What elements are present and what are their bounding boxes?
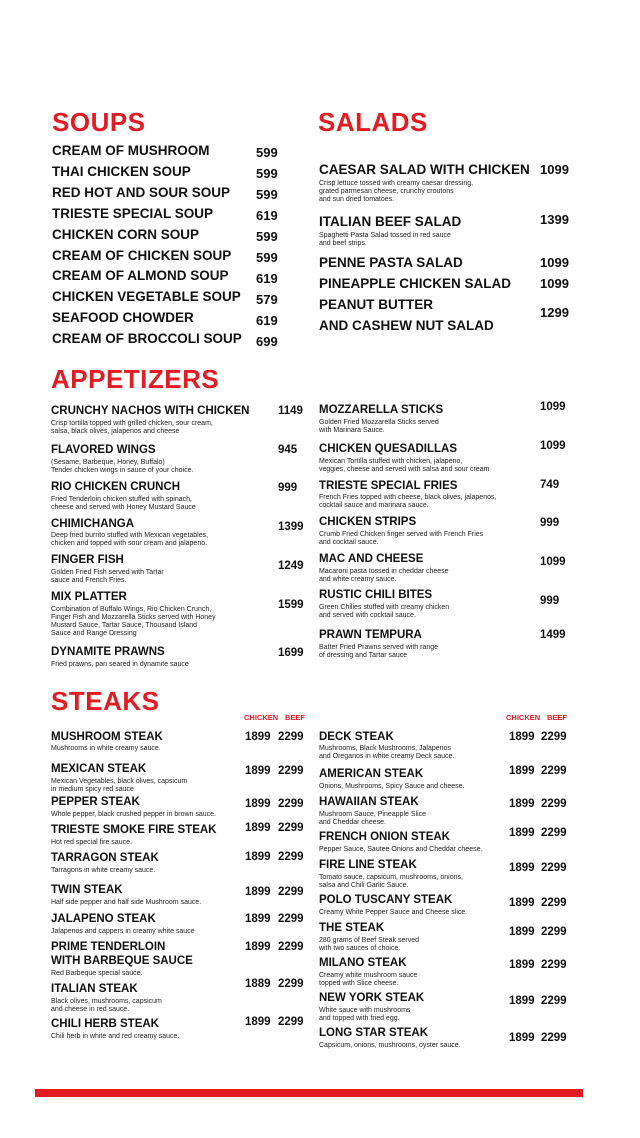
steak-name: FRENCH ONION STEAK <box>319 831 450 843</box>
steak-name: HAWAIIAN STEAK <box>319 796 419 808</box>
steak-desc: Tarragons in white creamy sauce. <box>51 867 156 874</box>
salad-price: 1099 <box>540 162 569 177</box>
steak-chicken-price: 1899 <box>509 1032 535 1044</box>
soup-name: RED HOT AND SOUR SOUP <box>52 185 231 200</box>
steak-desc: 280 grams of Beef Steak served with two sauces of choice. <box>319 937 419 952</box>
appetizer-price: 999 <box>540 595 560 607</box>
soup-name: THAI CHICKEN SOUP <box>52 164 191 179</box>
steak-beef-price: 2299 <box>541 862 567 874</box>
soup-price: 599 <box>256 229 278 244</box>
steak-chicken-price: 1899 <box>245 913 271 925</box>
steak-beef-price: 2299 <box>278 913 304 925</box>
appetizer-desc: (Sesame, Barbeque, Honey, Buffalo) Tender chicken wings in sauce of your choice. <box>51 459 194 474</box>
steak-name: TRIESTE SMOKE FIRE STEAK <box>51 824 217 836</box>
soup-price: 599 <box>256 166 278 181</box>
soup-name: SEAFOOD CHOWDER <box>52 310 194 325</box>
appetizer-price: 999 <box>278 482 298 494</box>
soup-price: 619 <box>256 271 278 286</box>
appetizer-name: CHICKEN STRIPS <box>319 516 417 528</box>
appetizer-desc: Crisp tortilla topped with grilled chicken, sour cream, salsa, black olives, jalapenos and cheese <box>51 420 213 435</box>
appetizers-heading: APPETIZERS <box>51 364 220 394</box>
steak-beef-price: 2299 <box>278 886 304 898</box>
steak-name: CHILI HERB STEAK <box>51 1018 159 1030</box>
appetizer-price: 945 <box>278 444 298 456</box>
steak-chicken-price: 1899 <box>245 886 271 898</box>
appetizer-desc: Batter Fried Prawns served with range of dressing and Tartar sauce <box>319 644 439 659</box>
salads-heading: SALADS <box>318 107 428 137</box>
salad-name: PEANUT BUTTER <box>319 297 433 312</box>
steak-chicken-price: 1899 <box>245 851 271 863</box>
steaks-heading: STEAKS <box>51 686 160 716</box>
soup-price: 619 <box>256 313 278 328</box>
appetizer-desc: Golden Fried Fish served with Tartar sauce and French Fries. <box>51 569 164 584</box>
chicken-column-label: CHICKEN <box>244 713 279 722</box>
steak-name: TARRAGON STEAK <box>51 852 159 864</box>
appetizer-desc: Mexican Tortilla stuffed with chicken, jalapeno, veggies, cheese and served with salsa and sour cream <box>319 458 490 473</box>
steak-beef-price: 2299 <box>541 959 567 971</box>
salad-name: ITALIAN BEEF SALAD <box>319 214 462 229</box>
steak-desc: Half side pepper and half side Mushroom sauce. <box>51 899 202 906</box>
soup-name: CREAM OF BROCCOLI SOUP <box>52 331 242 346</box>
steak-desc: Jalapenos and cappers in creamy white sauce <box>51 928 195 935</box>
appetizer-price: 999 <box>540 517 560 529</box>
steak-beef-price: 2299 <box>278 765 304 777</box>
steak-chicken-price: 1899 <box>245 798 271 810</box>
appetizer-name: FINGER FISH <box>51 554 124 566</box>
soup-name: TRIESTE SPECIAL SOUP <box>52 206 214 221</box>
appetizer-name: RUSTIC CHILI BITES <box>319 589 433 601</box>
appetizer-price: 1099 <box>540 401 566 413</box>
steak-name: ITALIAN STEAK <box>51 983 138 995</box>
steak-name: NEW YORK STEAK <box>319 992 425 1004</box>
steak-desc: Tomato sauce, capsicum, mushrooms, onions, salsa and Chili Garlic Sauce. <box>319 874 463 889</box>
steak-name: JALAPENO STEAK <box>51 913 156 925</box>
salad-price: 1299 <box>540 305 569 320</box>
appetizer-price: 1699 <box>278 647 304 659</box>
steak-desc: Onions, Mushrooms, Spicy Sauce and cheese. <box>319 783 465 790</box>
steak-beef-price: 2299 <box>278 851 304 863</box>
steak-beef-price: 2299 <box>541 731 567 743</box>
steak-name-line2: WITH BARBEQUE SAUCE <box>51 955 193 967</box>
steak-beef-price: 2299 <box>541 1032 567 1044</box>
soup-name: CHICKEN VEGETABLE SOUP <box>52 289 241 304</box>
steak-beef-price: 2299 <box>541 926 567 938</box>
steak-beef-price: 2299 <box>278 1016 304 1028</box>
appetizer-desc: Deep fried burrito stuffed with Mexican vegetables, chicken and topped with sour cream and jalapeno. <box>51 532 209 547</box>
steak-desc: Mushroom Sauce, Pineapple Slice and Cheddar cheese. <box>319 811 427 826</box>
steak-chicken-price: 1899 <box>509 959 535 971</box>
appetizer-name: TRIESTE SPECIAL FRIES <box>319 480 458 492</box>
appetizer-desc: French Fries topped with cheese, black olives, jalapenos, cocktail sauce and marinara sauce. <box>319 494 497 509</box>
appetizer-desc: Golden Fried Mozzarella Sticks served with Marinara Sauce. <box>319 419 439 434</box>
appetizer-name: CRUNCHY NACHOS WITH CHICKEN <box>51 405 250 417</box>
soup-name: CREAM OF MUSHROOM <box>52 143 210 158</box>
steak-desc: Creamy white mushroom sauce topped with Slice cheese. <box>319 972 418 987</box>
appetizer-price: 1149 <box>278 405 303 417</box>
steak-name: MILANO STEAK <box>319 957 407 969</box>
steak-name: LONG STAR STEAK <box>319 1027 429 1039</box>
steak-beef-price: 2299 <box>541 765 567 777</box>
steak-desc: Creamy White Pepper Sauce and Cheese slice. <box>319 909 468 916</box>
steak-beef-price: 2299 <box>278 731 304 743</box>
salad-name: PENNE PASTA SALAD <box>319 255 463 270</box>
steak-name: TWIN STEAK <box>51 884 123 896</box>
soup-name: CREAM OF ALMOND SOUP <box>52 268 229 283</box>
steak-chicken-price: 1899 <box>509 995 535 1007</box>
soup-name: CREAM OF CHICKEN SOUP <box>52 248 232 263</box>
steak-chicken-price: 1899 <box>509 765 535 777</box>
soup-price: 599 <box>256 187 278 202</box>
steak-name: PEPPER STEAK <box>51 796 140 808</box>
steak-name: PRIME TENDERLOIN <box>51 941 166 953</box>
steak-chicken-price: 1899 <box>509 731 535 743</box>
appetizer-price: 1249 <box>278 560 304 572</box>
steak-chicken-price: 1899 <box>245 941 271 953</box>
salad-price: 1399 <box>540 212 569 227</box>
salad-price: 1099 <box>540 276 569 291</box>
appetizer-price: 1499 <box>540 629 566 641</box>
salad-name-line2: AND CASHEW NUT SALAD <box>319 318 494 333</box>
salad-name: PINEAPPLE CHICKEN SALAD <box>319 276 512 291</box>
steak-chicken-price: 1899 <box>509 827 535 839</box>
steak-desc: Mexican Vegetables, black olives, capsicum in medium spicy red sauce <box>51 778 188 793</box>
appetizer-name: RIO CHICKEN CRUNCH <box>51 481 181 493</box>
steak-chicken-price: 1899 <box>509 798 535 810</box>
steak-beef-price: 2299 <box>541 827 567 839</box>
soup-price: 579 <box>256 292 278 307</box>
appetizer-name: MIX PLATTER <box>51 591 127 603</box>
appetizer-desc: Macaroni pasta tossed in cheddar cheese and white creamy sauce. <box>319 568 449 583</box>
appetizer-name: PRAWN TEMPURA <box>319 629 422 641</box>
steak-desc: Chili herb in white and red creamy sauce. <box>51 1033 180 1040</box>
steak-beef-price: 2299 <box>278 822 304 834</box>
soup-price: 599 <box>256 145 278 160</box>
appetizer-desc: Fried Tenderloin chicken stuffed with spinach, cheese and served with Honey Mustard Sauce <box>51 496 196 511</box>
appetizer-price: 1099 <box>540 556 566 568</box>
soups-heading: SOUPS <box>52 107 146 137</box>
steak-desc: Pepper Sauce, Sautee Onions and Cheddar cheese. <box>319 846 483 853</box>
appetizer-desc: Crumb Fried Chicken finger served with French Fries and cocktail sauce. <box>319 531 484 546</box>
appetizer-name: MAC AND CHEESE <box>319 553 424 565</box>
soup-price: 599 <box>256 250 278 265</box>
steak-desc: White sauce with mushrooms and topped with fried egg. <box>319 1007 411 1022</box>
steak-beef-price: 2299 <box>278 941 304 953</box>
appetizer-name: CHIMICHANGA <box>51 518 135 530</box>
chicken-column-label: CHICKEN <box>506 713 541 722</box>
soup-price: 699 <box>256 334 278 349</box>
appetizer-desc: Fried prawns, pan seared in dynamite sauce <box>51 661 189 668</box>
appetizer-name: MOZZARELLA STICKS <box>319 404 444 416</box>
appetizer-price: 1599 <box>278 599 304 611</box>
steak-beef-price: 2299 <box>278 978 304 990</box>
appetizer-desc: Green Chilies stuffed with creamy chicken and served with cocktail sauce. <box>319 604 450 619</box>
steak-desc: Whole pepper, black crushed pepper in brown sauce. <box>51 811 216 818</box>
steak-desc: Capsicum, onions, mushrooms, oyster sauce. <box>319 1042 461 1049</box>
soup-price: 619 <box>256 208 278 223</box>
beef-column-label: BEEF <box>285 713 306 722</box>
steak-name: MEXICAN STEAK <box>51 763 147 775</box>
appetizer-price: 1399 <box>278 521 304 533</box>
steak-chicken-price: 1889 <box>245 978 271 990</box>
steak-desc: Black olives, mushrooms, capsicum and cheese in red sauce. <box>51 998 162 1013</box>
steak-beef-price: 2299 <box>541 798 567 810</box>
steak-beef-price: 2299 <box>278 798 304 810</box>
steak-name: DECK STEAK <box>319 731 394 743</box>
steak-name: FIRE LINE STEAK <box>319 859 417 871</box>
beef-column-label: BEEF <box>547 713 568 722</box>
salad-name: CAESAR SALAD WITH CHICKEN <box>319 162 530 177</box>
steak-desc: Red Barbeque special sauce. <box>51 970 143 977</box>
steak-name: MUSHROOM STEAK <box>51 731 163 743</box>
appetizer-price: 749 <box>540 479 560 491</box>
steak-beef-price: 2299 <box>541 995 567 1007</box>
steak-name: POLO TUSCANY STEAK <box>319 894 453 906</box>
steak-desc: Hot red special fire sauce. <box>51 839 132 846</box>
steak-chicken-price: 1899 <box>245 822 271 834</box>
appetizer-name: FLAVORED WINGS <box>51 444 156 456</box>
appetizer-desc: Combination of Buffalo Wings, Rio Chicken Crunch, Finger Fish and Mozzarella Sticks served with Honey Mustard Sauce, Tartar Sauce, Thousand Island Sauce and Range Dressing <box>51 606 216 637</box>
steak-chicken-price: 1899 <box>245 1016 271 1028</box>
appetizer-price: 1099 <box>540 440 566 452</box>
salad-desc: Spaghetti Pasta Salad tossed in red sauce and beef strips. <box>319 232 451 247</box>
steak-desc: Mushrooms, Black Mushrooms, Jalapenos and Oreganos in white creamy Deck sauce. <box>319 745 455 760</box>
steak-name: AMERICAN STEAK <box>319 768 424 780</box>
steak-chicken-price: 1899 <box>245 765 271 777</box>
appetizer-name: CHICKEN QUESADILLAS <box>319 443 458 455</box>
steak-chicken-price: 1899 <box>509 897 535 909</box>
steak-chicken-price: 1899 <box>245 731 271 743</box>
steak-desc: Mushrooms in white creamy sauce. <box>51 745 161 752</box>
soup-name: CHICKEN CORN SOUP <box>52 227 200 242</box>
steak-name: THE STEAK <box>319 922 385 934</box>
appetizer-name: DYNAMITE PRAWNS <box>51 646 165 658</box>
salad-desc: Crisp lettuce tossed with creamy caesar dressing, grated parmesan cheese, crunchy croutons and sun dried tomatoes. <box>319 180 474 203</box>
steak-chicken-price: 1899 <box>509 862 535 874</box>
steak-chicken-price: 1899 <box>509 926 535 938</box>
footer-accent-bar <box>35 1089 583 1097</box>
salad-price: 1099 <box>540 255 569 270</box>
steak-beef-price: 2299 <box>541 897 567 909</box>
